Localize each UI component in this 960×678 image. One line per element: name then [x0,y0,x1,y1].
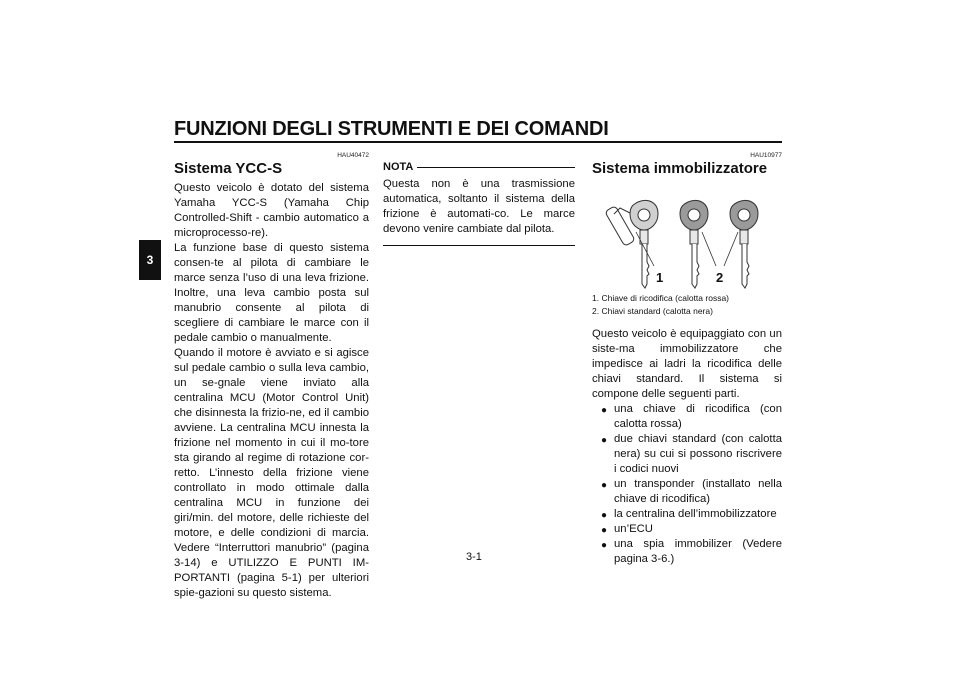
list-item: ● un’ECU [601,523,653,536]
section-title-ycc-s: Sistema YCC-S [174,160,283,177]
bullet-icon: ● [601,480,608,491]
list-item: ● un transponder (installato nella chiave di ricodifica) [601,478,782,505]
section-code: HAU10977 [750,152,782,159]
standard-key-2-icon [730,201,758,289]
page-number: 3-1 [466,551,482,563]
figure-captions [592,292,782,318]
page-header-title: FUNZIONI DEGLI STRUMENTI E DEI COMANDI [174,118,609,140]
callout-leader-lines [636,232,738,266]
callout-2: 2 [716,270,724,285]
header-rule [174,141,782,143]
list-item: ● una chiave di ricodifica (con calotta rossa) [601,403,782,430]
standard-key-1-icon [680,201,708,289]
right-column [592,152,782,567]
note-rule-bottom [383,245,575,246]
bullet-icon: ● [601,525,608,536]
note-text: Questa non è una trasmissione automatica, soltanto il sistema della frizione è automati-co. Le marce devono venire cambiate dal pilota. [383,178,575,235]
components-list [592,402,782,567]
bullet-icon: ● [601,435,608,446]
note-label: NOTA [383,161,414,173]
caption-1: 1. Chiave di ricodifica (calotta rossa) [592,293,730,303]
list-item: ● due chiavi standard (con calotta nera) su cui si possono riscrivere i codici nuovi [601,433,782,475]
list-item: ● una spia immobilizer (Vedere pagina 3-6.) [601,538,782,565]
section-title-immobilizer: Sistema immobilizzatore [592,160,768,177]
paragraph-3: Quando il motore è avviato e si agisce sul pedale cambio o sulla leva cambio, un se-gnale viene inviato alla centralina MCU (Motor Control Unit) che disinnesta la frizio-ne, ed il cambio avviene. La centralina MCU innesta la frizione nel momento in cui il mo-tore sta girando al regime di rotazione cor-retto. L’innesto della frizione viene controllato in modo ottimale dalla centralina MCU in funzione dei giri/min. del motore, delle richieste del motore, e delle condizioni di marcia. Vedere “Interruttori manubrio” (pagina 3-14) e UTILIZZO E PUNTI IM-PORTANTI (pagina 5-1) per ulteriori spie-gazioni su questo sistema. [174,347,369,599]
keys-illustration [592,192,782,292]
keys-drawing [592,192,782,292]
paragraph-2: La funzione base di questo sistema consen-te al pilota di cambiare le marce senza l’uso di una leva frizione. Inoltre, una leva cambio posta sul manubrio consente al pilota di scegliere di cambiare le marce con il pedale cambio o manualmente. [174,242,369,344]
code-key-with-tag-icon [605,201,658,289]
left-column [174,152,369,601]
callout-1: 1 [656,270,664,285]
bullet-icon: ● [601,540,608,551]
section-code: HAU40472 [337,152,369,159]
chapter-tab-label: 3 [146,253,154,267]
chapter-tab [139,240,161,280]
bullet-icon: ● [601,510,608,521]
immobilizer-intro: Questo veicolo è equipaggiato con un siste-ma immobilizzatore che impedisce ai ladri la ricodifica delle chiavi standard. Il sistema si compone delle seguenti parti. [592,328,782,400]
middle-column [383,152,575,246]
note-rule-top [417,167,575,168]
note-header [383,160,575,175]
paragraph-1: Questo veicolo è dotato del sistema Yamaha YCC-S (Yamaha Chip Controlled-Shift - cambio automatico a microprocesso-re). [174,182,369,239]
list-item: ● la centralina dell’immobilizzatore [601,508,777,521]
caption-2: 2. Chiavi standard (calotta nera) [592,306,713,316]
bullet-icon: ● [601,405,608,416]
